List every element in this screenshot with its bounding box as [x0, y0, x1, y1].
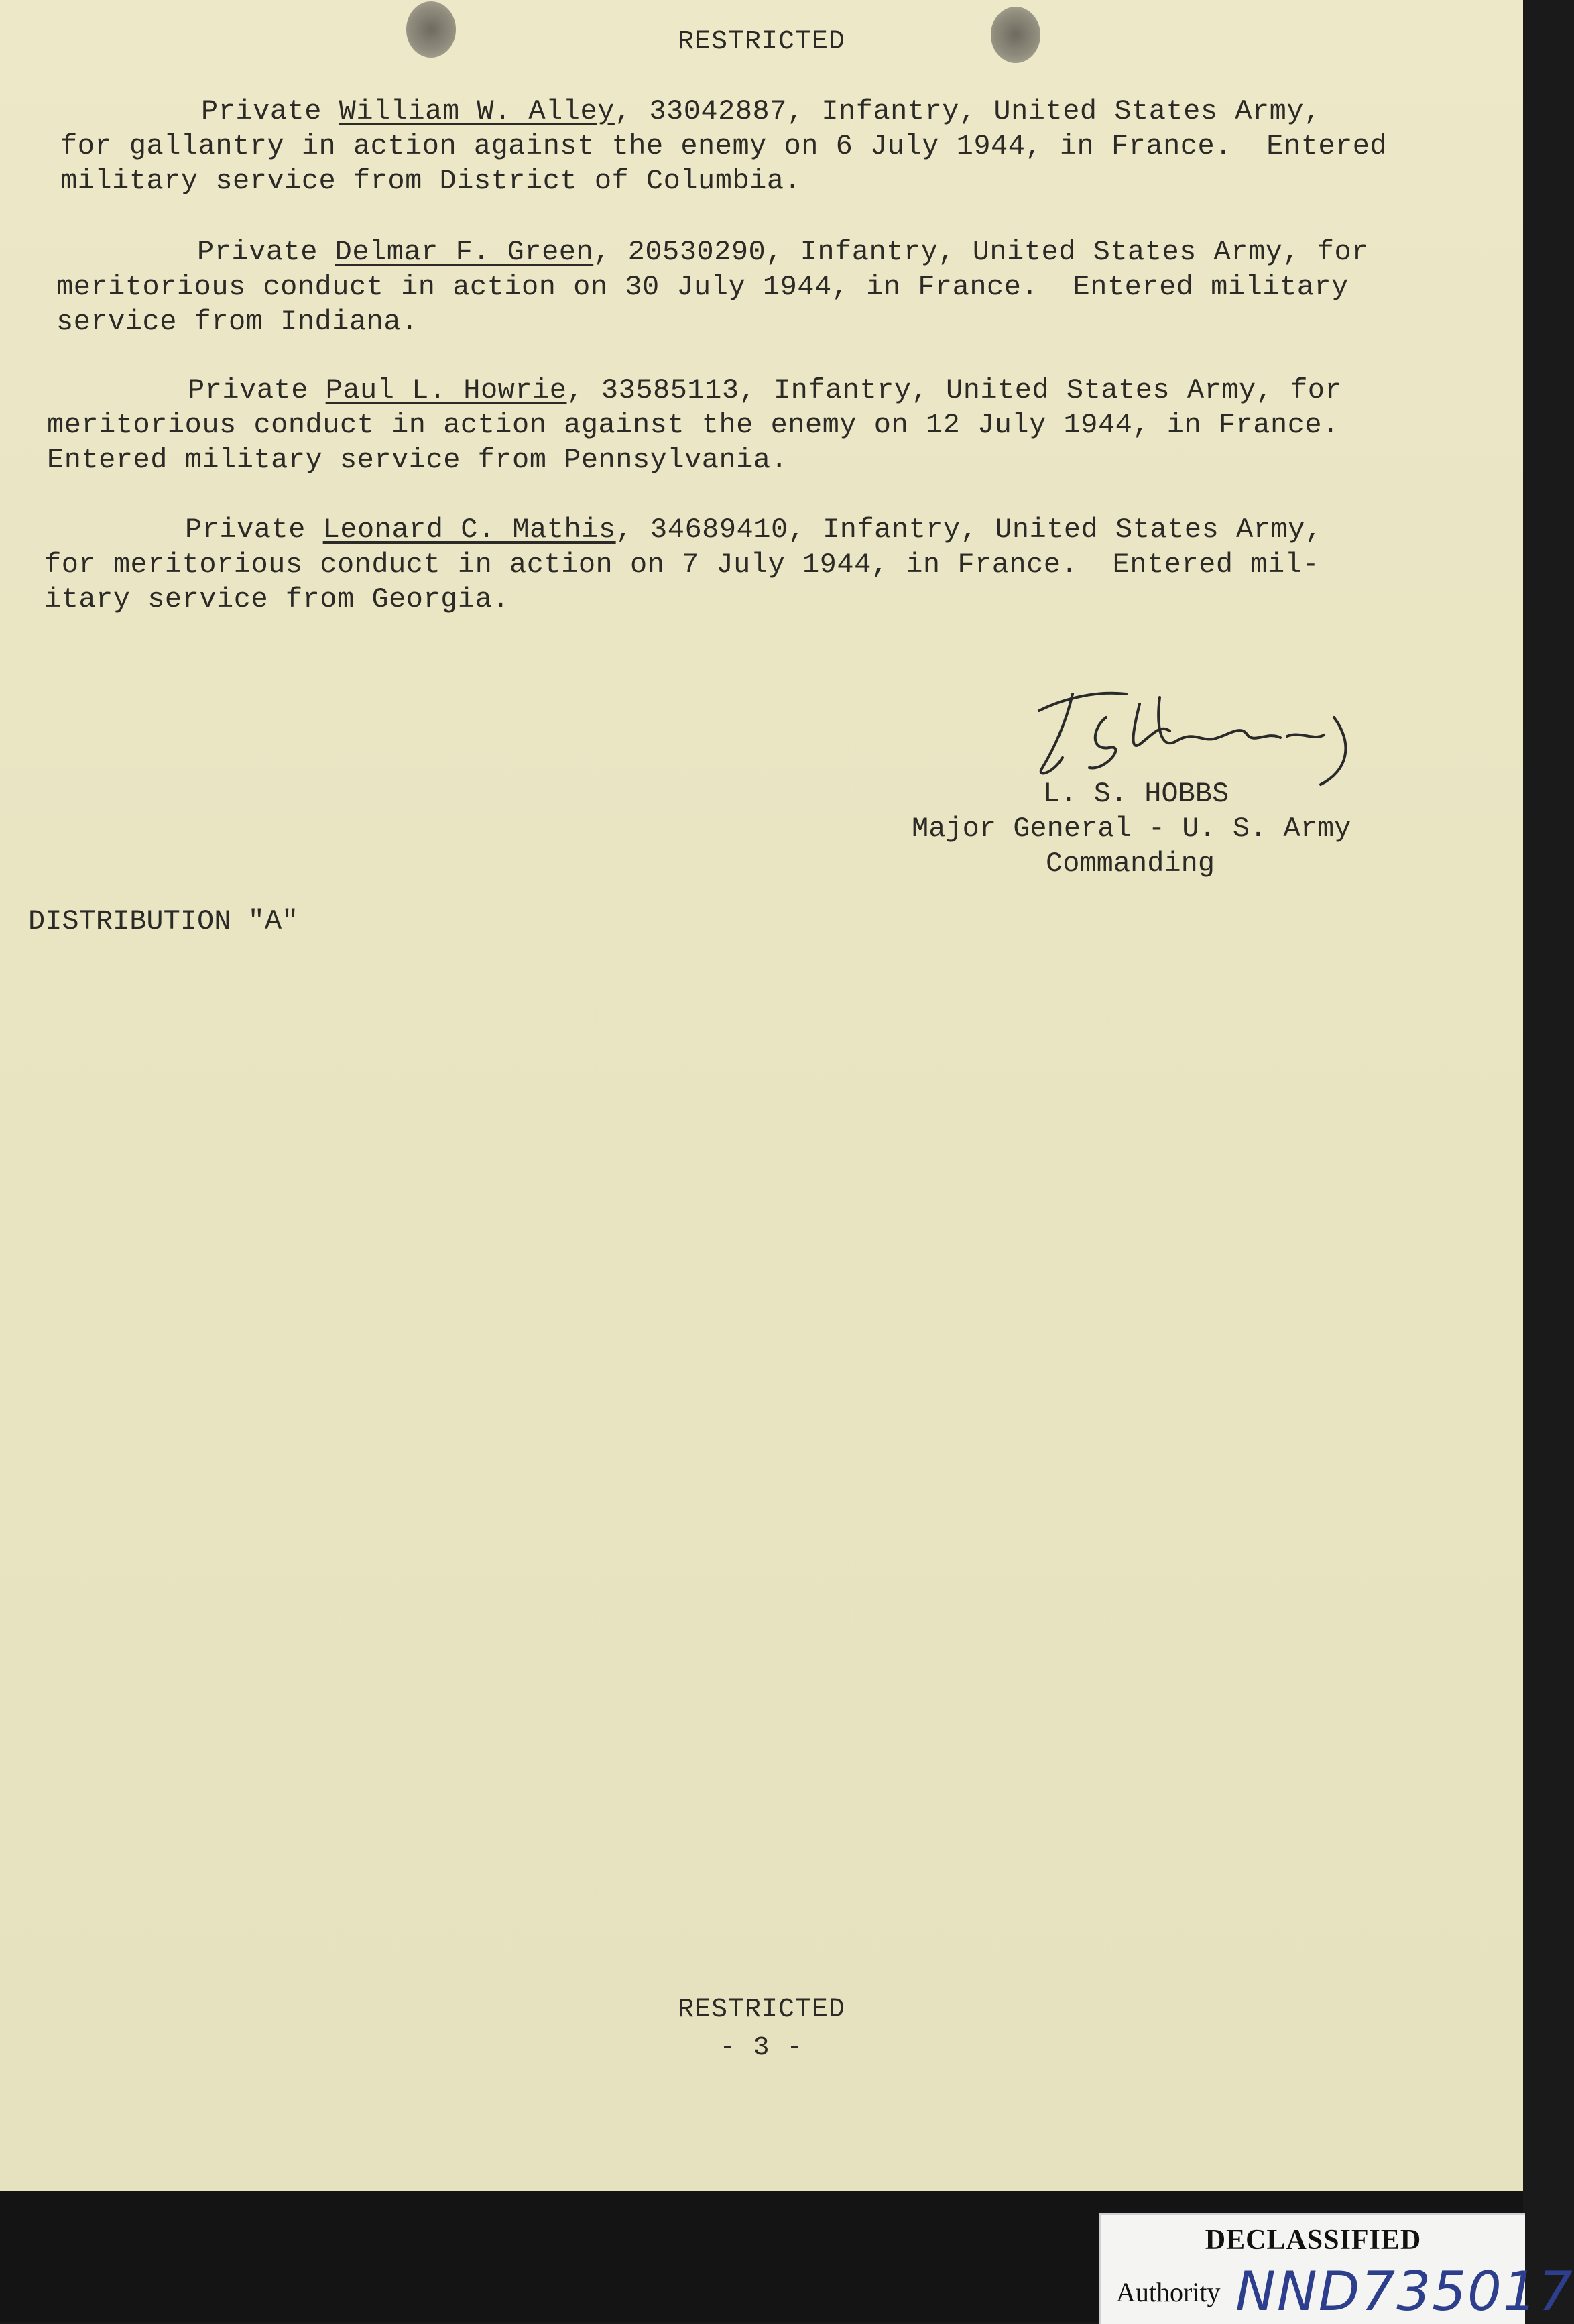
citation-text: Private [197, 236, 335, 268]
soldier-name: Delmar F. Green [335, 236, 594, 268]
header-classification: RESTRICTED [677, 27, 846, 57]
citation-text: Entered military service from Pennsylvania. [47, 444, 788, 476]
citation-line [60, 129, 1387, 164]
citation-text: service from Indiana. [56, 306, 418, 338]
declassified-stamp [1099, 2213, 1574, 2324]
citation-line [47, 443, 1342, 477]
stamp-title: DECLASSIFIED [1205, 2225, 1422, 2256]
citation-text: Private [185, 514, 323, 546]
citation-line [47, 373, 1342, 408]
soldier-name: William W. Alley [339, 95, 615, 127]
citation-text: meritorious conduct in action on 30 July 1944, in France. Entered military [56, 271, 1349, 303]
handwritten-signature [1026, 677, 1361, 791]
citation-line [56, 270, 1369, 304]
citation-paragraph [60, 94, 1387, 198]
citation-text: , 33042887, Infantry, United States Army, [614, 95, 1321, 127]
signer-role: Commanding [1046, 848, 1215, 880]
page-number: - 3 - [719, 2033, 804, 2063]
stamp-authority-code: NND735017 [1235, 2260, 1574, 2323]
citation-paragraph [47, 373, 1342, 477]
citation-text: military service from District of Columbia. [60, 165, 802, 197]
signer-name: L. S. HOBBS [1043, 778, 1229, 810]
citation-text: Private [201, 95, 339, 127]
soldier-name: Leonard C. Mathis [322, 514, 616, 546]
signature-block [912, 776, 1421, 881]
citation-text: for meritorious conduct in action on 7 July 1944, in France. Entered mil- [44, 548, 1320, 581]
citation-text: itary service from Georgia. [44, 583, 510, 616]
distribution-line: DISTRIBUTION "A" [28, 905, 299, 937]
citation-text: , 33585113, Infantry, United States Army, for [566, 374, 1343, 406]
citation-line [44, 512, 1323, 547]
citation-line [56, 304, 1369, 339]
footer-classification: RESTRICTED [677, 1995, 846, 2025]
citation-line [56, 235, 1369, 270]
signer-rank: Major General - U. S. Army [912, 813, 1351, 845]
citation-text: for gallantry in action against the enemy on 6 July 1944, in France. Entered [60, 130, 1388, 162]
citation-text: , 34689410, Infantry, United States Army, [615, 514, 1323, 546]
citation-text: Private [188, 374, 326, 406]
soldier-name: Paul L. Howrie [325, 374, 567, 406]
citation-line [44, 582, 1323, 617]
citation-text: , 20530290, Infantry, United States Army, for [593, 236, 1369, 268]
citation-paragraph [44, 512, 1323, 617]
citation-line [44, 547, 1323, 582]
stamp-authority-label: Authority [1116, 2277, 1221, 2307]
citation-line [47, 408, 1342, 443]
citation-paragraph [56, 235, 1369, 339]
citation-text: meritorious conduct in action against the enemy on 12 July 1944, in France. [47, 409, 1339, 441]
citation-line [60, 94, 1387, 129]
citation-line [60, 164, 1387, 198]
